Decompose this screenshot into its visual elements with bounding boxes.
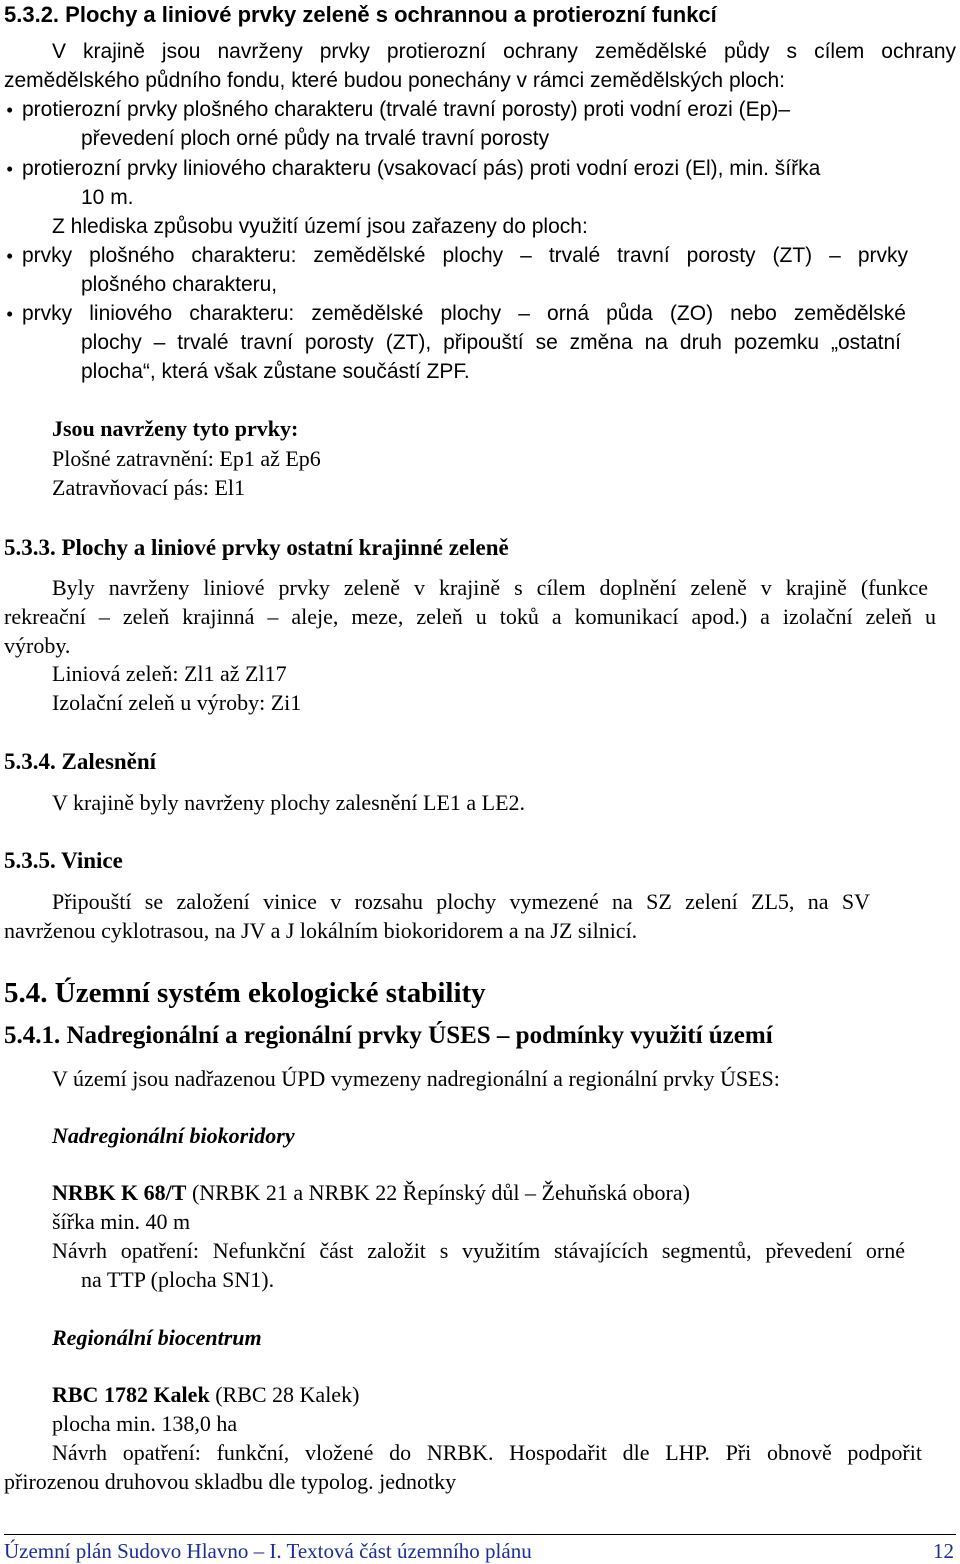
element-code: RBC 1782 Kalek (52, 1382, 210, 1407)
paragraph-line: na TTP (plocha SN1). (81, 1267, 275, 1292)
paragraph-line: Návrh opatření: funkční, vložené do NRBK. Hospodařit dle LHP. Při obnově podpořit (52, 1440, 922, 1465)
section-heading-5-3-3 (4, 535, 509, 561)
section-heading-5-3-2 (4, 2, 717, 28)
section-heading-5-4 (4, 977, 486, 1010)
page-number: 12 (933, 1539, 954, 1563)
footer-divider (4, 1534, 956, 1535)
list-item: Plošné zatravnění: Ep1 až Ep6 (52, 446, 321, 471)
paragraph-line: přirozenou druhovou skladbu dle typolog. jednotky (4, 1469, 457, 1494)
bullet-marker: • (6, 302, 14, 326)
section-number: 5.3.4. (4, 749, 56, 774)
paragraph-line: šířka min. 40 m (52, 1209, 191, 1234)
bullet-item-line: prvky liniového charakteru: zemědělské plochy – orná půda (ZO) nebo zemědělské (22, 302, 906, 325)
section-title: Zalesnění (61, 749, 157, 774)
paragraph-line: plocha min. 138,0 ha (52, 1411, 238, 1436)
bullet-marker: • (6, 98, 14, 122)
section-heading-5-3-5 (4, 848, 123, 874)
element-description: (NRBK 21 a NRBK 22 Řepínský důl – Žehuňská obora) (186, 1180, 690, 1205)
section-title: Plochy a liniové prvky zeleně s ochrannou a protierozní funkcí (65, 2, 717, 27)
subheading: Jsou navrženy tyto prvky: (52, 416, 299, 441)
section-title: Plochy a liniové prvky ostatní krajinné zeleně (61, 535, 509, 560)
section-number: 5.3.3. (4, 535, 56, 560)
paragraph-line: Z hlediska způsobu využití území jsou zařazeny do ploch: (52, 215, 588, 238)
subheading: Regionální biocentrum (52, 1325, 262, 1350)
bullet-item-line: prvky plošného charakteru: zemědělské plochy – trvalé travní porosty (ZT) – prvky (22, 244, 908, 267)
section-title: Územní systém ekologické stability (54, 977, 486, 1009)
bullet-item-line: plochy – trvalé travní porosty (ZT), připouští se změna na druh pozemku „ostatní (81, 331, 901, 354)
footer-title: Územní plán Sudovo Hlavno – I. Textová část územního plánu (4, 1539, 532, 1563)
list-item: Zatravňovací pás: El1 (52, 475, 246, 500)
section-heading-5-3-4 (4, 749, 156, 775)
element-code: NRBK K 68/T (52, 1180, 187, 1205)
list-item: Liniová zeleň: Zl1 až Zl17 (52, 661, 287, 686)
paragraph-line: rekreační – zeleň krajinná – aleje, meze, zeleň u toků a komunikací apod.) a izolační zeleň u (4, 604, 936, 629)
section-number: 5.3.5. (4, 848, 56, 873)
paragraph-line: V krajině byly navrženy plochy zalesnění LE1 a LE2. (52, 790, 526, 815)
list-item: Izolační zeleň u výroby: Zi1 (52, 690, 302, 715)
element-description: (RBC 28 Kalek) (209, 1382, 360, 1407)
subheading: Nadregionální biokoridory (52, 1123, 295, 1148)
bullet-item-line: plošného charakteru, (81, 273, 278, 296)
paragraph-line: Návrh opatření: Nefunkční část založit s využitím stávajících segmentů, převedení orné (52, 1238, 905, 1263)
paragraph-line: navrženou cyklotrasou, na JV a J lokálním biokoridorem a na JZ silnicí. (4, 918, 638, 943)
usc-element-line (52, 1180, 690, 1206)
usc-element-line (52, 1382, 359, 1408)
section-number: 5.4.1. (4, 1022, 61, 1049)
paragraph-line: výroby. (4, 633, 71, 658)
bullet-marker: • (6, 244, 14, 268)
paragraph-line: Byly navrženy liniové prvky zeleně v krajině s cílem doplnění zeleně v krajině (funkce (52, 575, 928, 600)
section-number: 5.3.2. (4, 2, 60, 27)
section-heading-5-4-1 (4, 1022, 773, 1050)
section-title: Nadregionální a regionální prvky ÚSES – podmínky využití území (66, 1022, 773, 1049)
bullet-item-line: plocha“, která však zůstane součástí ZPF. (81, 360, 470, 383)
bullet-item-line: 10 m. (81, 186, 134, 209)
bullet-item-line: protierozní prvky liniového charakteru (vsakovací pás) proti vodní erozi (El), min. šířka (22, 157, 821, 180)
bullet-item-line: protierozní prvky plošného charakteru (trvalé travní porosty) proti vodní erozi (Ep)– (22, 98, 791, 121)
section-number: 5.4. (4, 977, 48, 1009)
paragraph-line: zemědělského půdního fondu, které budou ponechány v rámci zemědělských ploch: (4, 69, 785, 92)
bullet-item-line: převedení ploch orné půdy na trvalé travní porosty (81, 127, 550, 150)
paragraph-line: Připouští se založení vinice v rozsahu plochy vymezené na SZ zelení ZL5, na SV (52, 889, 870, 914)
section-title: Vinice (61, 848, 123, 873)
bullet-marker: • (6, 157, 14, 181)
paragraph-line: V území jsou nadřazenou ÚPD vymezeny nadregionální a regionální prvky ÚSES: (52, 1066, 780, 1091)
paragraph-line: V krajině jsou navrženy prvky protierozní ochrany zemědělské půdy s cílem ochrany (52, 40, 956, 63)
